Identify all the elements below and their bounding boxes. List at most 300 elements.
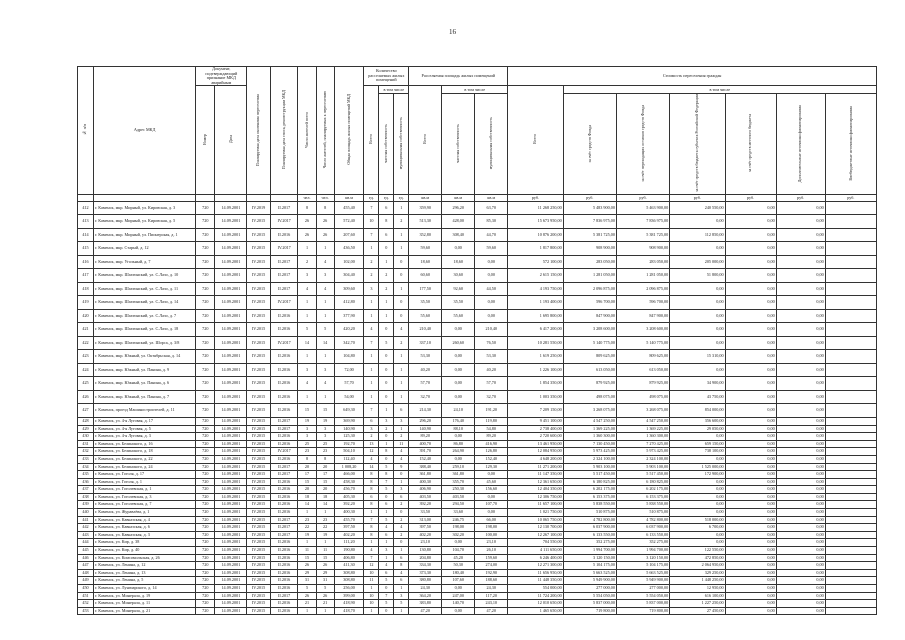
cell-p1: 1 xyxy=(298,509,316,517)
cell-n: 428 xyxy=(78,417,94,425)
cell-c: 12 084 950,00 xyxy=(508,448,563,456)
cell-u2: 6 xyxy=(394,493,409,501)
cell-n: 429 xyxy=(78,425,94,433)
cell-c4: 0,00 xyxy=(725,425,776,433)
cell-empty xyxy=(825,486,876,494)
cell-s1: 264,90 xyxy=(442,448,475,456)
cell-c5: 0,00 xyxy=(776,425,825,433)
cell-date: 14.09.2001 xyxy=(215,440,247,448)
cell-s2: 45,60 xyxy=(475,478,508,486)
table-row xyxy=(78,269,877,283)
cell-c2: 5 140 775,00 xyxy=(616,336,669,350)
cell-y2: II.2016 xyxy=(270,562,298,570)
col-area-total: Всего xyxy=(409,86,442,195)
cell-c3: 738 100,00 xyxy=(670,448,725,456)
cell-c: 12 306 750,00 xyxy=(508,493,563,501)
cell-y1: IV.2015 xyxy=(247,363,270,377)
cell-s2: 243,10 xyxy=(475,600,508,608)
cell-y2: IV.2017 xyxy=(270,242,298,256)
cell-p2: 3 xyxy=(316,425,334,433)
cell-u1: 5 xyxy=(379,516,394,524)
cell-c: 1 465 650,00 xyxy=(508,607,563,615)
cell-c5: 0,00 xyxy=(776,363,825,377)
cell-date: 14.09.2001 xyxy=(215,425,247,433)
cell-c: 572 100,00 xyxy=(508,255,563,269)
cell-c2: 277 000,00 xyxy=(616,585,669,593)
cell-y2: II.2016 xyxy=(270,607,298,615)
cell-y2: II.2016 xyxy=(270,309,298,323)
cell-s1: 260,60 xyxy=(442,336,475,350)
cell-empty xyxy=(825,493,876,501)
unit-cell: руб. xyxy=(725,194,776,201)
cell-c3: 0,00 xyxy=(670,309,725,323)
cell-p1: 17 xyxy=(298,471,316,479)
cell-c3: 0,00 xyxy=(670,478,725,486)
cell-c5: 0,00 xyxy=(776,269,825,283)
cell-p2: 17 xyxy=(316,471,334,479)
cell-y2: II.2016 xyxy=(270,455,298,463)
cell-c1: 5 663 525,00 xyxy=(563,569,616,577)
cell-c3: 0,00 xyxy=(670,509,725,517)
cell-area: 397,50 xyxy=(334,524,364,532)
cell-area: 411,30 xyxy=(334,562,364,570)
cell-addr: г. Каменск, ул. Кир, д. 40 xyxy=(93,547,195,555)
cell-s: 32,70 xyxy=(409,390,442,404)
unit-cell xyxy=(196,194,215,201)
cell-u1: 7 xyxy=(379,478,394,486)
cell-p1: 4 xyxy=(298,282,316,296)
cell-c4: 0,00 xyxy=(725,509,776,517)
cell-date: 14.09.2001 xyxy=(215,547,247,555)
cell-c: 1 226 100,00 xyxy=(508,363,563,377)
table-row xyxy=(78,554,877,562)
cell-p2: 19 xyxy=(316,417,334,425)
cell-c3: 0,00 xyxy=(670,296,725,310)
cell-p1: 8 xyxy=(298,201,316,215)
cell-c2: 5 381 725,00 xyxy=(616,228,669,242)
cell-u2: 1 xyxy=(394,478,409,486)
cell-c5: 0,00 xyxy=(776,486,825,494)
cell-y1: IV.2015 xyxy=(247,323,270,337)
cell-num: 720 xyxy=(196,516,215,524)
cell-u: 12 xyxy=(364,448,379,456)
cell-c: 554 000,00 xyxy=(508,585,563,593)
cell-area: 466,00 xyxy=(334,471,364,479)
cell-s1: 86,80 xyxy=(442,440,475,448)
cell-c1: 498 075,00 xyxy=(563,390,616,404)
cell-empty xyxy=(825,531,876,539)
cell-s1: 88,10 xyxy=(442,425,475,433)
cell-c1: 2 096 875,00 xyxy=(563,282,616,296)
col-number: № п/п xyxy=(78,67,94,195)
cell-c2: 498 075,00 xyxy=(616,390,669,404)
cell-c5: 0,00 xyxy=(776,448,825,456)
cell-addr: г. Каменск, ул. Луначарского, д. 14 xyxy=(93,585,195,593)
cell-u: 8 xyxy=(364,471,379,479)
unit-cell: кв.м xyxy=(442,194,475,201)
cell-c3: 34 900,00 xyxy=(670,377,725,391)
cell-p2: 22 xyxy=(316,524,334,532)
cell-s2: 54,80 xyxy=(475,425,508,433)
cell-num: 720 xyxy=(196,600,215,608)
cell-u2: 1 xyxy=(394,242,409,256)
cell-s2: 85,30 xyxy=(475,215,508,229)
cell-empty xyxy=(825,455,876,463)
cell-u2: 2 xyxy=(394,501,409,509)
cell-c2: 6 202 175,00 xyxy=(616,486,669,494)
cell-c5: 0,00 xyxy=(776,336,825,350)
cell-num: 720 xyxy=(196,377,215,391)
cell-n: 420 xyxy=(78,309,94,323)
cell-num: 720 xyxy=(196,228,215,242)
cell-u: 2 xyxy=(364,269,379,283)
cell-empty xyxy=(825,309,876,323)
cell-c1: 5 483 900,00 xyxy=(563,201,616,215)
cell-s1: 30,60 xyxy=(442,269,475,283)
cell-area: 72,00 xyxy=(334,363,364,377)
cell-area: 418,70 xyxy=(334,607,364,615)
cell-c: 11 271 200,00 xyxy=(508,463,563,471)
cell-u1: 6 xyxy=(379,228,394,242)
cell-c3: 0,00 xyxy=(670,282,725,296)
cell-c4: 0,00 xyxy=(725,592,776,600)
cell-empty xyxy=(825,417,876,425)
cell-p1: 18 xyxy=(298,493,316,501)
cell-addr: г. Каменск, мкр. Мирный, ул. Кировская, д. 5 xyxy=(93,215,195,229)
cell-u1: 8 xyxy=(379,471,394,479)
cell-c: 2 615 150,00 xyxy=(508,269,563,283)
cell-c4: 0,00 xyxy=(725,201,776,215)
cell-u: 10 xyxy=(364,569,379,577)
hdr-cost: Стоимость переселения граждан xyxy=(508,67,877,86)
table-row xyxy=(78,607,877,615)
cell-y2: II.2016 xyxy=(270,486,298,494)
cell-y2: II.2016 xyxy=(270,554,298,562)
cell-p1: 1 xyxy=(298,350,316,364)
cell-y1: IV.2015 xyxy=(247,577,270,585)
cell-c4: 0,00 xyxy=(725,448,776,456)
cell-u: 7 xyxy=(364,516,379,524)
cell-s2: 44,50 xyxy=(475,282,508,296)
cell-s2: 0,00 xyxy=(475,309,508,323)
cell-num: 720 xyxy=(196,448,215,456)
cell-c1: 6 180 825,00 xyxy=(563,478,616,486)
cell-c3: 27 450,00 xyxy=(670,607,725,615)
cell-y1: IV.2015 xyxy=(247,390,270,404)
cell-empty xyxy=(825,269,876,283)
cell-y2: II.2016 xyxy=(270,363,298,377)
col-doc-number: Номер xyxy=(196,86,215,195)
cell-c2: 6 180 825,00 xyxy=(616,478,669,486)
cell-u: 2 xyxy=(364,255,379,269)
cell-p2: 20 xyxy=(316,486,334,494)
col-cost-offbudget: Внебюджетные источники финансирования xyxy=(825,94,876,195)
cell-date: 14.09.2001 xyxy=(215,448,247,456)
cell-p2: 14 xyxy=(316,336,334,350)
cell-addr: г. Каменск, ул. Комсомольская, д. 26 xyxy=(93,554,195,562)
cell-n: 423 xyxy=(78,350,94,364)
cell-area: 402,20 xyxy=(334,531,364,539)
cell-area: 405,30 xyxy=(334,493,364,501)
table-row xyxy=(78,323,877,337)
cell-y2: IV.2017 xyxy=(270,296,298,310)
cell-date: 14.09.2001 xyxy=(215,255,247,269)
cell-c2: 352 275,00 xyxy=(616,539,669,547)
cell-date: 14.09.2001 xyxy=(215,509,247,517)
cell-u1: 4 xyxy=(379,524,394,532)
cell-c1: 4 547 250,00 xyxy=(563,417,616,425)
cell-c: 12 361 650,00 xyxy=(508,478,563,486)
cell-num: 720 xyxy=(196,463,215,471)
cell-u1: 5 xyxy=(379,463,394,471)
cell-c4: 0,00 xyxy=(725,600,776,608)
cell-s2: 156,60 xyxy=(475,486,508,494)
cell-addr: г. Каменск, ул. Журавлёва, д. 1 xyxy=(93,509,195,517)
cell-c1: 277 000,00 xyxy=(563,585,616,593)
cell-c3: 0,00 xyxy=(670,433,725,441)
cell-s2: 191,20 xyxy=(475,404,508,418)
cell-y1: IV.2015 xyxy=(247,607,270,615)
cell-addr: г. Каменск, ул. Минерала, д. 21 xyxy=(93,607,195,615)
cell-num: 720 xyxy=(196,509,215,517)
cell-c2: 3 120 150,00 xyxy=(616,554,669,562)
cell-n: 425 xyxy=(78,377,94,391)
cell-c1: 5 381 725,00 xyxy=(563,228,616,242)
cell-p1: 14 xyxy=(298,336,316,350)
cell-c: 4 111 650,00 xyxy=(508,547,563,555)
cell-y2: II.2017 xyxy=(270,471,298,479)
cell-area: 309,60 xyxy=(334,282,364,296)
cell-s: 130,80 xyxy=(409,547,442,555)
cell-addr: г. Каменск, ул. Кавказская, д. 3 xyxy=(93,531,195,539)
cell-addr: г. Каменск, ул. Минерала, д. 19 xyxy=(93,592,195,600)
cell-date: 14.09.2001 xyxy=(215,524,247,532)
cell-c: 1 695 800,00 xyxy=(508,309,563,323)
cell-num: 720 xyxy=(196,425,215,433)
cell-y1: IV.2015 xyxy=(247,478,270,486)
cell-u2: 4 xyxy=(394,323,409,337)
cell-num: 720 xyxy=(196,547,215,555)
cell-area: 572,40 xyxy=(334,215,364,229)
cell-n: 447 xyxy=(78,562,94,570)
cell-s: 55,60 xyxy=(409,309,442,323)
cell-p2: 23 xyxy=(316,448,334,456)
cell-u2: 0 xyxy=(394,309,409,323)
cell-c2: 6 153 375,00 xyxy=(616,493,669,501)
cell-c1: 5 140 775,00 xyxy=(563,336,616,350)
cell-addr: г. Каменск, ул. 4-я Луговая, д. 17 xyxy=(93,417,195,425)
cell-p2: 18 xyxy=(316,493,334,501)
cell-u2: 8 xyxy=(394,562,409,570)
cell-y1: IV.2015 xyxy=(247,509,270,517)
cell-y2: II.2017 xyxy=(270,417,298,425)
cell-date: 14.09.2001 xyxy=(215,269,247,283)
cell-y1: IV.2015 xyxy=(247,296,270,310)
cell-c1: 908 900,00 xyxy=(563,242,616,256)
cell-addr: г. Каменск, ул. Ленина, д. 12 xyxy=(93,562,195,570)
cell-u1: 5 xyxy=(379,336,394,350)
cell-c3: 616 100,00 xyxy=(670,592,725,600)
cell-empty xyxy=(825,296,876,310)
cell-area: 406,80 xyxy=(334,554,364,562)
cell-c1: 1 360 300,00 xyxy=(563,433,616,441)
col-units-private: частная собственность xyxy=(379,94,394,195)
col-area-municipal: муниципальная собственность xyxy=(475,94,508,195)
cell-c4: 0,00 xyxy=(725,493,776,501)
cell-u: 10 xyxy=(364,592,379,600)
cell-c: 1 854 350,00 xyxy=(508,377,563,391)
cell-u2: 4 xyxy=(394,455,409,463)
cell-c1: 510 875,00 xyxy=(563,509,616,517)
cell-u: 8 xyxy=(364,478,379,486)
unit-cell: руб. xyxy=(776,194,825,201)
cell-u2: 1 xyxy=(394,201,409,215)
cell-c: 12 010 650,00 xyxy=(508,600,563,608)
col-total-area: Общая площадь жилых помещений МКД xyxy=(334,67,364,195)
cell-u2: 0 xyxy=(394,269,409,283)
table-row xyxy=(78,336,877,350)
cell-c5: 0,00 xyxy=(776,440,825,448)
cell-empty xyxy=(825,242,876,256)
cell-date: 14.09.2001 xyxy=(215,201,247,215)
cell-p1: 31 xyxy=(298,577,316,585)
unit-cell xyxy=(93,194,195,201)
cell-c5: 0,00 xyxy=(776,562,825,570)
cell-u2: 2 xyxy=(394,433,409,441)
cell-c4: 0,00 xyxy=(725,478,776,486)
cell-s1: 24,10 xyxy=(442,404,475,418)
cell-c: 1 619 250,00 xyxy=(508,350,563,364)
cell-n: 444 xyxy=(78,539,94,547)
table-row xyxy=(78,455,877,463)
cell-c4: 0,00 xyxy=(725,463,776,471)
cell-p2: 15 xyxy=(316,404,334,418)
cell-y2: II.2016 xyxy=(270,433,298,441)
cell-addr: г. Каменск, ул. Белинского, д. 16 xyxy=(93,440,195,448)
cell-c2: 5 517 450,00 xyxy=(616,471,669,479)
cell-c: 11 268 250,00 xyxy=(508,201,563,215)
cell-c4: 0,00 xyxy=(725,323,776,337)
cell-y1: IV.2015 xyxy=(247,539,270,547)
cell-c2: 2 324 100,00 xyxy=(616,455,669,463)
cell-c: 13 461 950,00 xyxy=(508,440,563,448)
cell-y1: IV.2015 xyxy=(247,524,270,532)
cell-y2: II.2016 xyxy=(270,478,298,486)
cell-y1: IV.2015 xyxy=(247,417,270,425)
cell-c: 12 130 700,00 xyxy=(508,524,563,532)
cell-s1: 50,30 xyxy=(442,562,475,570)
cell-p1: 26 xyxy=(298,592,316,600)
cell-c: 9 451 100,00 xyxy=(508,417,563,425)
cell-c: 11 657 100,00 xyxy=(508,501,563,509)
unit-cell: руб. xyxy=(616,194,669,201)
cell-n: 412 xyxy=(78,201,94,215)
cell-u1: 0 xyxy=(379,585,394,593)
cell-u2: 0 xyxy=(394,296,409,310)
cell-c5: 0,00 xyxy=(776,390,825,404)
cell-c5: 0,00 xyxy=(776,516,825,524)
cell-p2: 25 xyxy=(316,440,334,448)
cell-y2: II.2017 xyxy=(270,425,298,433)
cell-c2: 2 096 875,00 xyxy=(616,282,669,296)
cell-s1: 361,80 xyxy=(442,471,475,479)
col-units-total: Всего xyxy=(364,86,379,195)
cell-u1: 0 xyxy=(379,242,394,256)
cell-s1: 198,00 xyxy=(442,524,475,532)
cell-c2: 879 925,00 xyxy=(616,377,669,391)
cell-n: 419 xyxy=(78,296,94,310)
cell-p2: 1 xyxy=(316,242,334,256)
unit-cell: ед. xyxy=(364,194,379,201)
cell-s: 402,20 xyxy=(409,531,442,539)
cell-u2: 1 xyxy=(394,585,409,593)
cell-c1: 2 324 100,00 xyxy=(563,455,616,463)
table-row xyxy=(78,509,877,517)
unit-cell: руб. xyxy=(563,194,616,201)
cell-num: 720 xyxy=(196,242,215,256)
cell-s1: 0,00 xyxy=(442,363,475,377)
cell-y2: II.2017 xyxy=(270,201,298,215)
cell-s: 33,50 xyxy=(409,509,442,517)
cell-c: 12 267 100,00 xyxy=(508,531,563,539)
cell-c2: 3 208 600,00 xyxy=(616,323,669,337)
cell-num: 720 xyxy=(196,350,215,364)
cell-c1: 7 130 450,00 xyxy=(563,440,616,448)
cell-s1: 308,40 xyxy=(442,228,475,242)
cell-s2: 274,00 xyxy=(475,562,508,570)
cell-s: 406,90 xyxy=(409,486,442,494)
cell-s2: 192,90 xyxy=(475,569,508,577)
cell-date: 14.09.2001 xyxy=(215,463,247,471)
cell-p2: 15 xyxy=(316,554,334,562)
cell-date: 14.09.2001 xyxy=(215,501,247,509)
cell-p2: 4 xyxy=(316,282,334,296)
cell-c2: 5 837 000,00 xyxy=(616,600,669,608)
table-row xyxy=(78,531,877,539)
cell-c3: 0,00 xyxy=(670,486,725,494)
cell-c5: 0,00 xyxy=(776,309,825,323)
cell-s1: 35,50 xyxy=(442,296,475,310)
cell-u2: 9 xyxy=(394,463,409,471)
cell-u2: 1 xyxy=(394,390,409,404)
cell-u1: 7 xyxy=(379,592,394,600)
cell-c4: 0,00 xyxy=(725,562,776,570)
table-row xyxy=(78,433,877,441)
cell-y2: II.2016 xyxy=(270,539,298,547)
cell-u1: 2 xyxy=(379,425,394,433)
cell-date: 14.09.2001 xyxy=(215,296,247,310)
cell-c3: 29 050,00 xyxy=(670,425,725,433)
cell-u1: 8 xyxy=(379,215,394,229)
cell-c: 1 817 800,00 xyxy=(508,242,563,256)
cell-area: 104,80 xyxy=(334,350,364,364)
cell-c4: 0,00 xyxy=(725,524,776,532)
cell-addr: г. Каменск, мкр. Южный, ул. Панина, д. 9 xyxy=(93,363,195,377)
table-row xyxy=(78,562,877,570)
cell-s1: 0,00 xyxy=(442,390,475,404)
cell-y1: IV.2015 xyxy=(247,309,270,323)
cell-empty xyxy=(825,282,876,296)
table-row xyxy=(78,309,877,323)
cell-c5: 0,00 xyxy=(776,607,825,615)
cell-s1: 0,00 xyxy=(442,585,475,593)
cell-c3: 12 950,00 xyxy=(670,585,725,593)
cell-s2: 47,20 xyxy=(475,607,508,615)
cell-u: 1 xyxy=(364,309,379,323)
col-cost-additional: Дополнительные источники финансирования xyxy=(776,94,825,195)
cell-y2: II.2017 xyxy=(270,255,298,269)
cell-p1: 11 xyxy=(298,547,316,555)
